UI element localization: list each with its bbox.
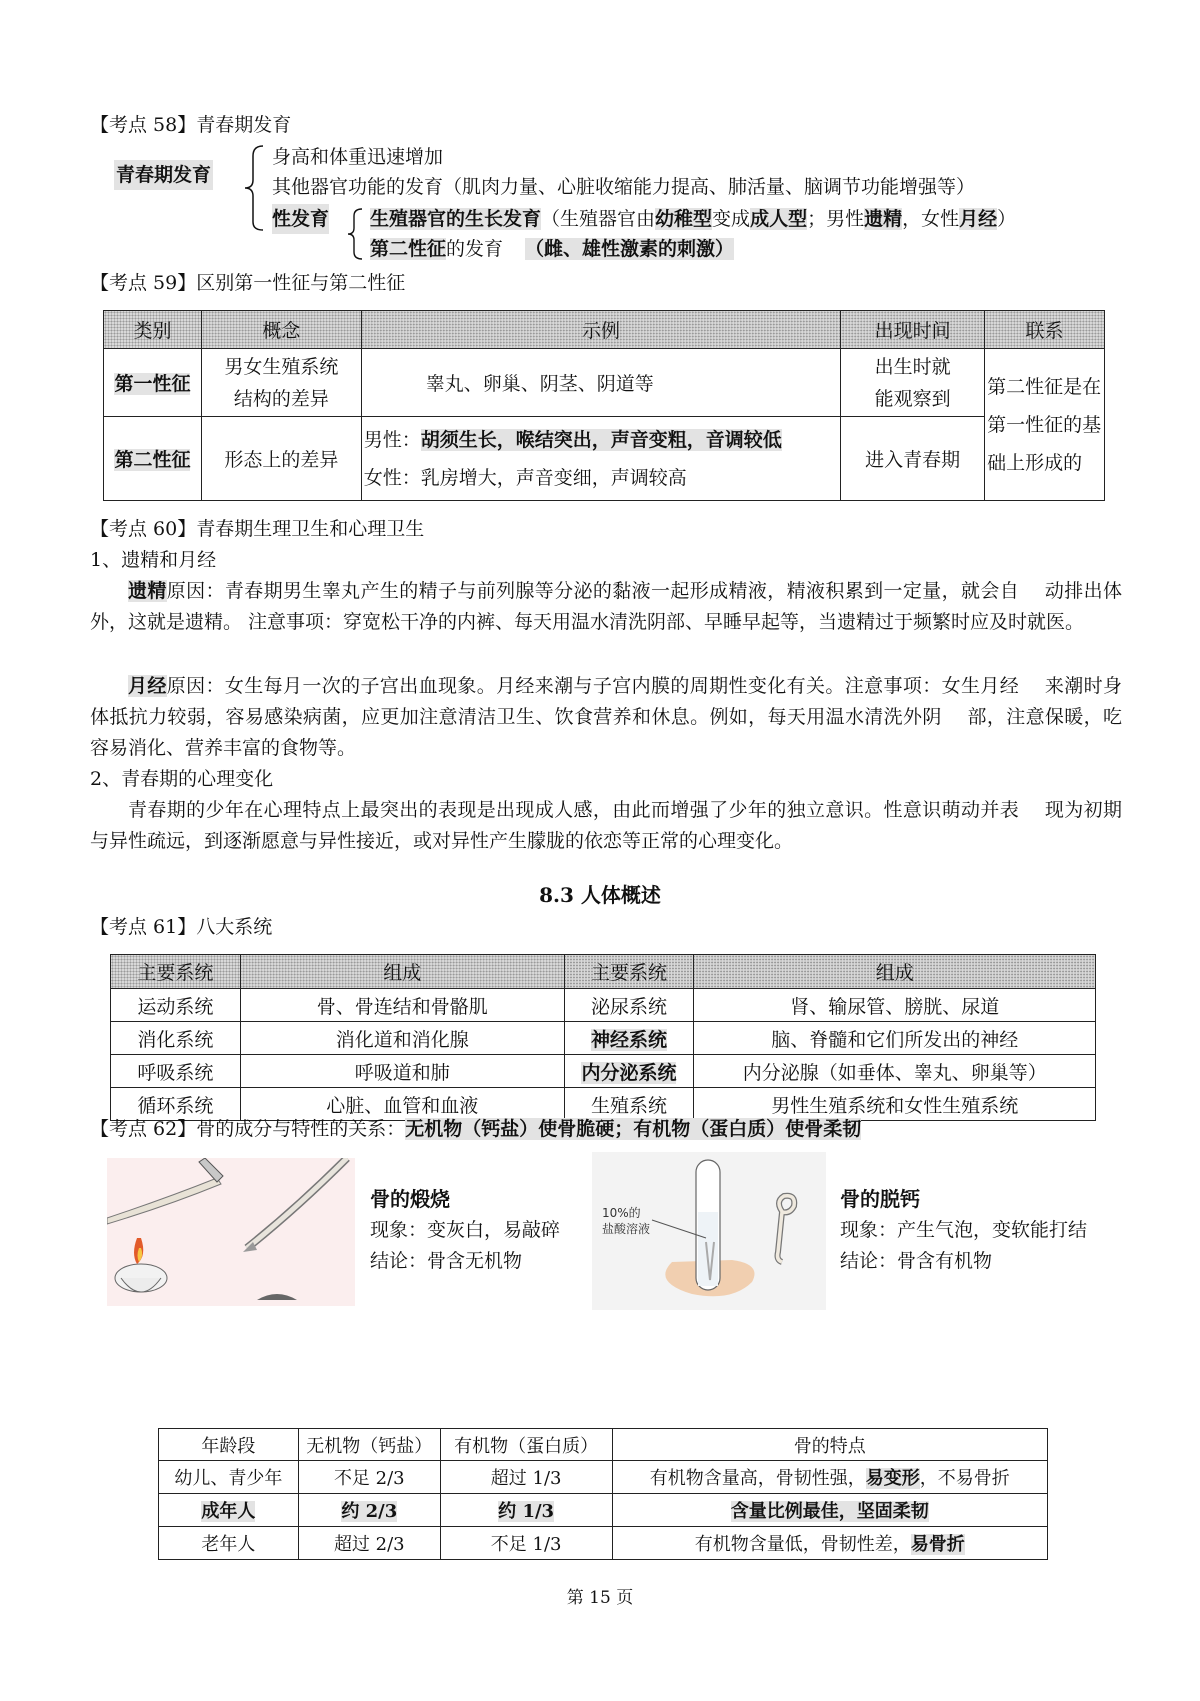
table-cell: 肾、输尿管、膀胱、尿道 xyxy=(694,989,1096,1022)
k60-paragraph-2: 月经原因：女生每月一次的子宫出血现象。月经来潮与子宫内膜的周期性变化有关。注意事项：女生月经 来潮时身体抵抗力较弱，容易感染病菌，应更加注意清洁卫生、饮食营养和休息。例如，每天用温水清洗外阴 部，注意保暖，吃容易消化、营养丰富的食物等。 xyxy=(90,675,1122,759)
concept-cell: 男女生殖系统 结构的差异 xyxy=(201,349,361,417)
table-cell: 消化道和消化腺 xyxy=(240,1022,564,1055)
header-cell: 骨的特点 xyxy=(612,1429,1047,1461)
table-cell: 幼儿、青少年 xyxy=(159,1461,299,1494)
brace-sub-icon xyxy=(346,206,364,262)
table-row xyxy=(159,1461,1048,1494)
k60-paragraph-3: 青春期的少年在心理特点上最突出的表现是出现成人感，由此而增强了少年的独立意识。性意识萌动并表 现为初期与异性疏远，到逐渐愿意与异性接近，或对异性产生朦胧的依恋等正常的心理变化。 xyxy=(90,799,1122,852)
header-cell: 年龄段 xyxy=(159,1429,299,1461)
table-cell: 约 2/3 xyxy=(298,1494,440,1527)
acid-label-line1: 10%的 xyxy=(602,1206,641,1220)
k58-root-label: 青春期发育 xyxy=(114,160,213,190)
table-cell: 内分泌系统 xyxy=(564,1055,694,1088)
table-cell: 生殖系统 xyxy=(564,1088,694,1121)
decal-title: 骨的脱钙 xyxy=(840,1187,920,1211)
table-header-row xyxy=(159,1429,1048,1461)
table-cell: 循环系统 xyxy=(111,1088,241,1121)
burn-conclusion: 结论：骨含无机物 xyxy=(370,1250,523,1272)
k60-title: 【考点 60】青春期生理卫生和心理卫生 xyxy=(90,518,425,540)
k61-title: 【考点 61】八大系统 xyxy=(90,916,273,938)
table-cell: 不足 2/3 xyxy=(298,1461,440,1494)
table-cell: 超过 1/3 xyxy=(440,1461,612,1494)
relation-cell: 第二性征是在 第一性征的基 础上形成的 xyxy=(985,349,1105,501)
table-row xyxy=(159,1527,1048,1560)
table-cell: 骨、骨连结和骨骼肌 xyxy=(240,989,564,1022)
table-cell: 含量比例最佳，坚固柔韧 xyxy=(612,1494,1047,1527)
table-cell: 呼吸道和肺 xyxy=(240,1055,564,1088)
page-number: 第 15 页 xyxy=(566,1588,634,1608)
header-cell: 有机物（蛋白质） xyxy=(440,1429,612,1461)
header-cell: 类别 xyxy=(104,311,202,349)
bone-burning-illustration xyxy=(107,1158,355,1306)
header-cell: 组成 xyxy=(694,955,1096,989)
table-cell: 男性生殖系统和女性生殖系统 xyxy=(694,1088,1096,1121)
header-cell: 无机物（钙盐） xyxy=(298,1429,440,1461)
section-heading: 8.3 人体概述 xyxy=(539,883,661,907)
acid-label-line2: 盐酸溶液 xyxy=(602,1222,651,1236)
k60-subtitle-1: 1、遗精和月经 xyxy=(90,549,217,571)
table-cell: 脑、脊髓和它们所发出的神经 xyxy=(694,1022,1096,1055)
time-cell: 进入青春期 xyxy=(841,417,985,501)
concept-cell: 形态上的差异 xyxy=(201,417,361,501)
table-row xyxy=(111,1022,1096,1055)
table-cell: 约 1/3 xyxy=(440,1494,612,1527)
table-cell: 运动系统 xyxy=(111,989,241,1022)
table-cell: 有机物含量高，骨韧性强，易变形，不易骨折 xyxy=(612,1461,1047,1494)
example-cell: 男性：胡须生长，喉结突出，声音变粗，音调较低 女性：乳房增大，声音变细，声调较高 xyxy=(361,417,841,501)
burn-observation: 现象：变灰白，易敲碎 xyxy=(370,1219,561,1241)
k60-subtitle-2: 2、青春期的心理变化 xyxy=(90,768,274,790)
decal-observation: 现象：产生气泡，变软能打结 xyxy=(840,1219,1088,1241)
header-cell: 组成 xyxy=(240,955,564,989)
example-cell: 睾丸、卵巢、阴茎、阴道等 xyxy=(361,349,841,417)
k58-sub1: 生殖器官的生长发育（生殖器官由幼稚型变成成人型；男性遗精，女性月经） xyxy=(370,208,1017,230)
decal-conclusion: 结论：骨含有机物 xyxy=(840,1250,993,1272)
body-systems-table xyxy=(110,954,1096,1121)
table-cell: 超过 2/3 xyxy=(298,1527,440,1560)
table-header-row xyxy=(104,311,1105,349)
table-row xyxy=(111,1055,1096,1088)
k60-paragraph-1: 遗精原因：青春期男生睾丸产生的精子与前列腺等分泌的黏液一起形成精液，精液积累到一定量，就会自 动排出体外，这就是遗精。 注意事项：穿宽松干净的内裤、每天用温水清洗阴部、早睡早起等，当遗精过于频繁时应及时就医。 xyxy=(90,580,1122,633)
header-cell: 主要系统 xyxy=(564,955,694,989)
time-cell: 出生时就 能观察到 xyxy=(841,349,985,417)
table-cell: 消化系统 xyxy=(111,1022,241,1055)
table-cell: 呼吸系统 xyxy=(111,1055,241,1088)
bone-composition-table xyxy=(158,1428,1048,1560)
table-row xyxy=(111,989,1096,1022)
table-cell: 心脏、血管和血液 xyxy=(240,1088,564,1121)
table-header-row xyxy=(111,955,1096,989)
table-row xyxy=(104,417,1105,501)
table-row xyxy=(104,349,1105,417)
table-cell: 不足 1/3 xyxy=(440,1527,612,1560)
table-cell: 老年人 xyxy=(159,1527,299,1560)
k58-title: 【考点 58】青春期发育 xyxy=(90,114,292,136)
k58-line2: 其他器官功能的发育（肌肉力量、心脏收缩能力提高、肺活量、脑调节功能增强等） xyxy=(272,176,976,198)
k58-line1: 身高和体重迅速增加 xyxy=(272,146,444,168)
table-cell: 神经系统 xyxy=(564,1022,694,1055)
k62-title: 【考点 62】骨的成分与特性的关系：无机物（钙盐）使骨脆硬；有机物（蛋白质）使骨柔韧 xyxy=(90,1118,862,1140)
header-cell: 示例 xyxy=(361,311,841,349)
header-cell: 主要系统 xyxy=(111,955,241,989)
brace-main-icon xyxy=(243,142,267,234)
header-cell: 联系 xyxy=(985,311,1105,349)
table-cell: 有机物含量低，骨韧性差，易骨折 xyxy=(612,1527,1047,1560)
k58-sub2: 第二性征的发育 （雌、雄性激素的刺激） xyxy=(370,238,735,260)
header-cell: 出现时间 xyxy=(841,311,985,349)
table-row xyxy=(159,1494,1048,1527)
category-cell: 第一性征 xyxy=(104,349,202,417)
table-cell: 泌尿系统 xyxy=(564,989,694,1022)
k58-sex-label: 性发育 xyxy=(272,204,329,234)
burn-title: 骨的煅烧 xyxy=(370,1187,450,1211)
header-cell: 概念 xyxy=(201,311,361,349)
k59-title: 【考点 59】区别第一性征与第二性征 xyxy=(90,272,406,294)
sex-characteristics-table xyxy=(103,310,1105,501)
bone-decalcification-illustration xyxy=(592,1152,826,1310)
category-cell: 第二性征 xyxy=(104,417,202,501)
table-cell: 成年人 xyxy=(159,1494,299,1527)
table-cell: 内分泌腺（如垂体、睾丸、卵巢等） xyxy=(694,1055,1096,1088)
